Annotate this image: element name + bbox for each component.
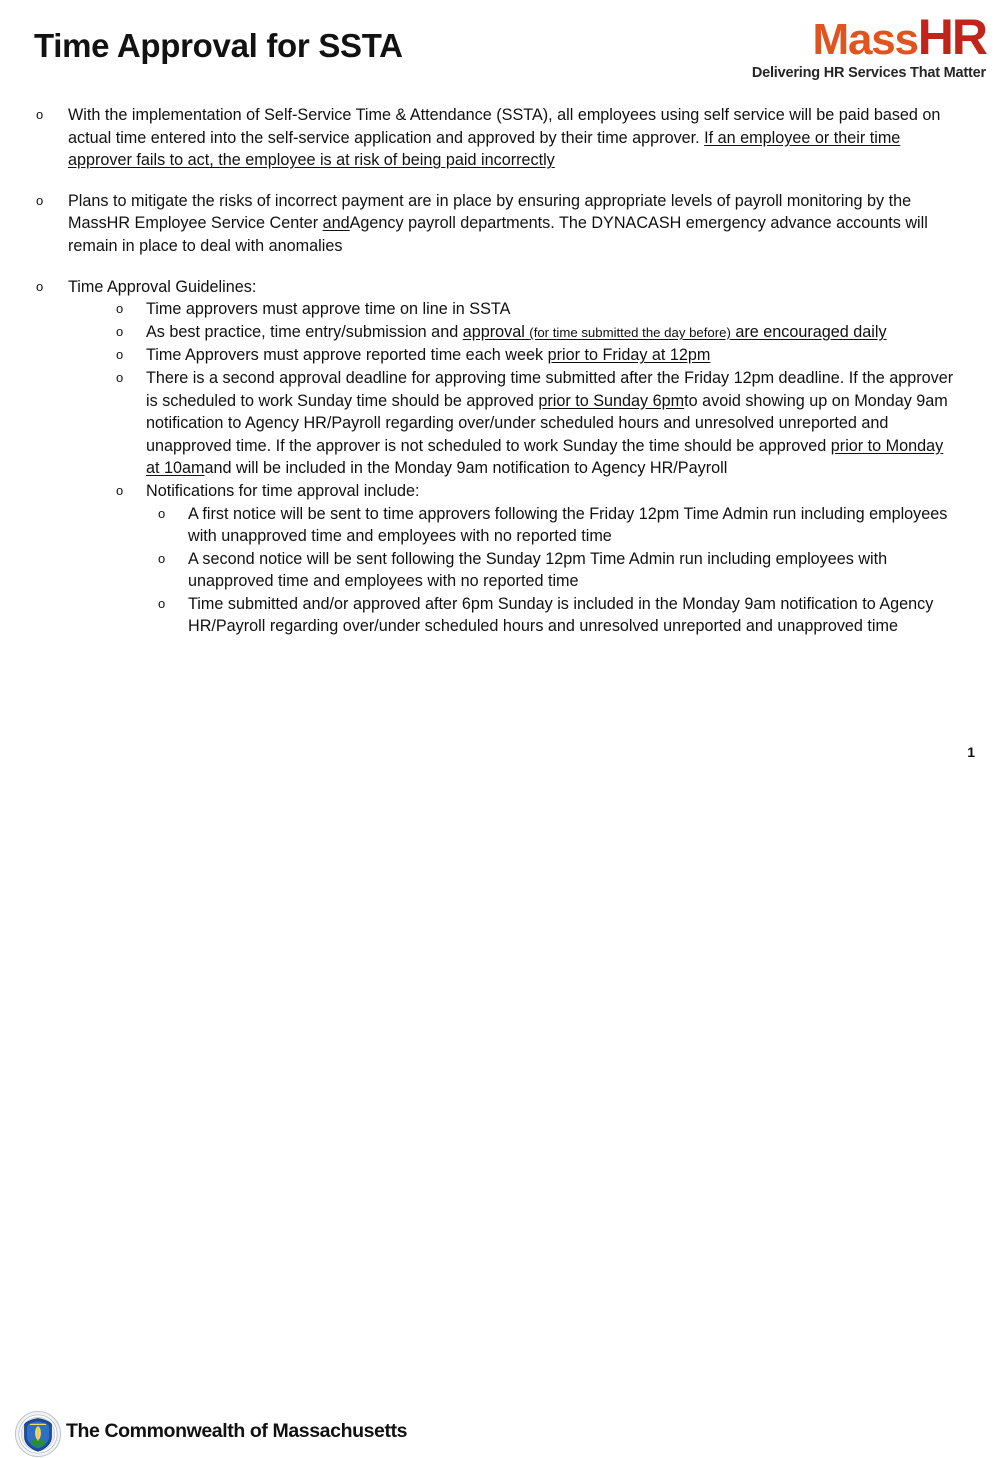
sub-bullet-item (0, 298, 1008, 321)
sub-bullet-text-underlined: prior to Friday at 12pm (547, 346, 711, 365)
bullet-marker-icon: o (36, 278, 44, 294)
sub-sub-bullet-item (0, 548, 1008, 593)
sub-bullet-text (146, 344, 958, 367)
bullet-marker-icon: o (36, 107, 44, 122)
sub-bullet-item (0, 367, 1008, 480)
bullet-text: Time Approval Guidelines: (68, 277, 257, 296)
bullet-item (0, 190, 1008, 258)
sub-bullet-item (0, 344, 1008, 367)
sub-bullet-text-underlined-a: approval (462, 322, 530, 341)
commonwealth-label: The Commonwealth of Massachusetts (66, 1420, 408, 1442)
bullet-item (0, 104, 1008, 172)
sub-bullet-text-plain-2: to avoid showing up on Monday 9am notification to Agency HR/Payroll regarding over/under scheduled hours and unresolved unreported and unapproved time. If the approver is not scheduled to work Sunday the time should be approved (146, 391, 948, 455)
sub-bullet-text-underlined-b: prior to Monday at 10am (146, 436, 944, 478)
sub-bullet-text-underlined-small: (for time submitted the day before) (529, 324, 731, 340)
bullet-marker-icon: o (116, 369, 124, 385)
bullet-text-plain: With the implementation of Self-Service Time & Attendance (SSTA), all employees using self service will be paid based on actual time entered into the self-service application and approved by their time approver. (68, 106, 941, 147)
masshr-logo-tagline: Delivering HR Services That Matter (751, 64, 986, 81)
bullet-marker-icon: o (116, 323, 124, 339)
slide-body (0, 104, 1008, 638)
bullet-marker-icon: o (116, 347, 124, 363)
sub-bullet-text: Notifications for time approval include: (146, 481, 420, 500)
masshr-logo-wordmark (752, 9, 986, 65)
bullet-marker-icon: o (116, 301, 124, 317)
slide-footer (0, 700, 1008, 1442)
sub-bullet-item-notifications (0, 480, 1008, 503)
bullet-marker-icon: o (158, 505, 166, 521)
sub-sub-bullet-item (0, 503, 1008, 548)
page-title: Time Approval for SSTA (34, 27, 403, 64)
bullet-text-plain-2: Agency payroll departments. The DYNACASH emergency advance accounts will remain in place to deal with anomalies (68, 214, 928, 255)
sub-sub-bullet-text: A first notice will be sent to time approvers following the Friday 12pm Time Admin run including employees with unapproved time and employees with no reported time (188, 504, 948, 546)
sub-sub-bullet-text: Time submitted and/or approved after 6pm Sunday is included in the Monday 9am notification to Agency HR/Payroll regarding over/under scheduled hours and unresolved unreported and unapproved time (188, 594, 934, 636)
sub-sub-bullet-item (0, 593, 1008, 638)
bullet-text-underlined: If an employee or their time approver fails to act, the employee is at risk of being paid incorrectly (68, 128, 901, 170)
masshr-logo-mass-text: Mass (812, 15, 918, 64)
bullet-item-guidelines (0, 276, 1008, 299)
bullet-marker-icon: o (116, 482, 124, 498)
bullet-text (68, 104, 968, 172)
sub-bullet-text: Time approvers must approve time on line in SSTA (146, 300, 511, 319)
sub-bullet-text-plain: There is a second approval deadline for approving time submitted after the Friday 12pm deadline. If the approver is scheduled to work Sunday time should be approved (146, 368, 954, 410)
sub-bullet-text-underlined-a: prior to Sunday 6pm (538, 391, 685, 410)
sub-bullet-text-plain: As best practice, time entry/submission and (146, 322, 463, 341)
sub-bullet-text-underlined-b: are encouraged daily (730, 322, 887, 341)
bullet-marker-icon: o (36, 192, 44, 208)
bullet-marker-icon: o (158, 595, 166, 611)
sub-bullet-text-plain: Time Approvers must approve reported time each week (146, 346, 548, 365)
sub-bullet-text (146, 367, 958, 480)
masshr-logo (751, 9, 986, 81)
page-number: 1 (967, 744, 975, 760)
sub-bullet-item (0, 321, 1008, 345)
sub-bullet-text-plain-3: and will be included in the Monday 9am notification to Agency HR/Payroll (204, 459, 728, 478)
sub-bullet-text (146, 321, 958, 345)
bullet-text-underlined: and (322, 214, 350, 233)
bullet-text-plain: Plans to mitigate the risks of incorrect payment are in place by ensuring appropriate levels of payroll monitoring by the MassHR Employee Service Center (68, 191, 912, 233)
bullet-marker-icon: o (158, 550, 166, 566)
massachusetts-state-seal-icon (14, 1410, 62, 1458)
bullet-text (68, 190, 968, 258)
masshr-logo-hr-text: HR (917, 9, 986, 65)
sub-sub-bullet-text: A second notice will be sent following the Sunday 12pm Time Admin run including employees with unapproved time and employees with no reported time (188, 549, 888, 591)
